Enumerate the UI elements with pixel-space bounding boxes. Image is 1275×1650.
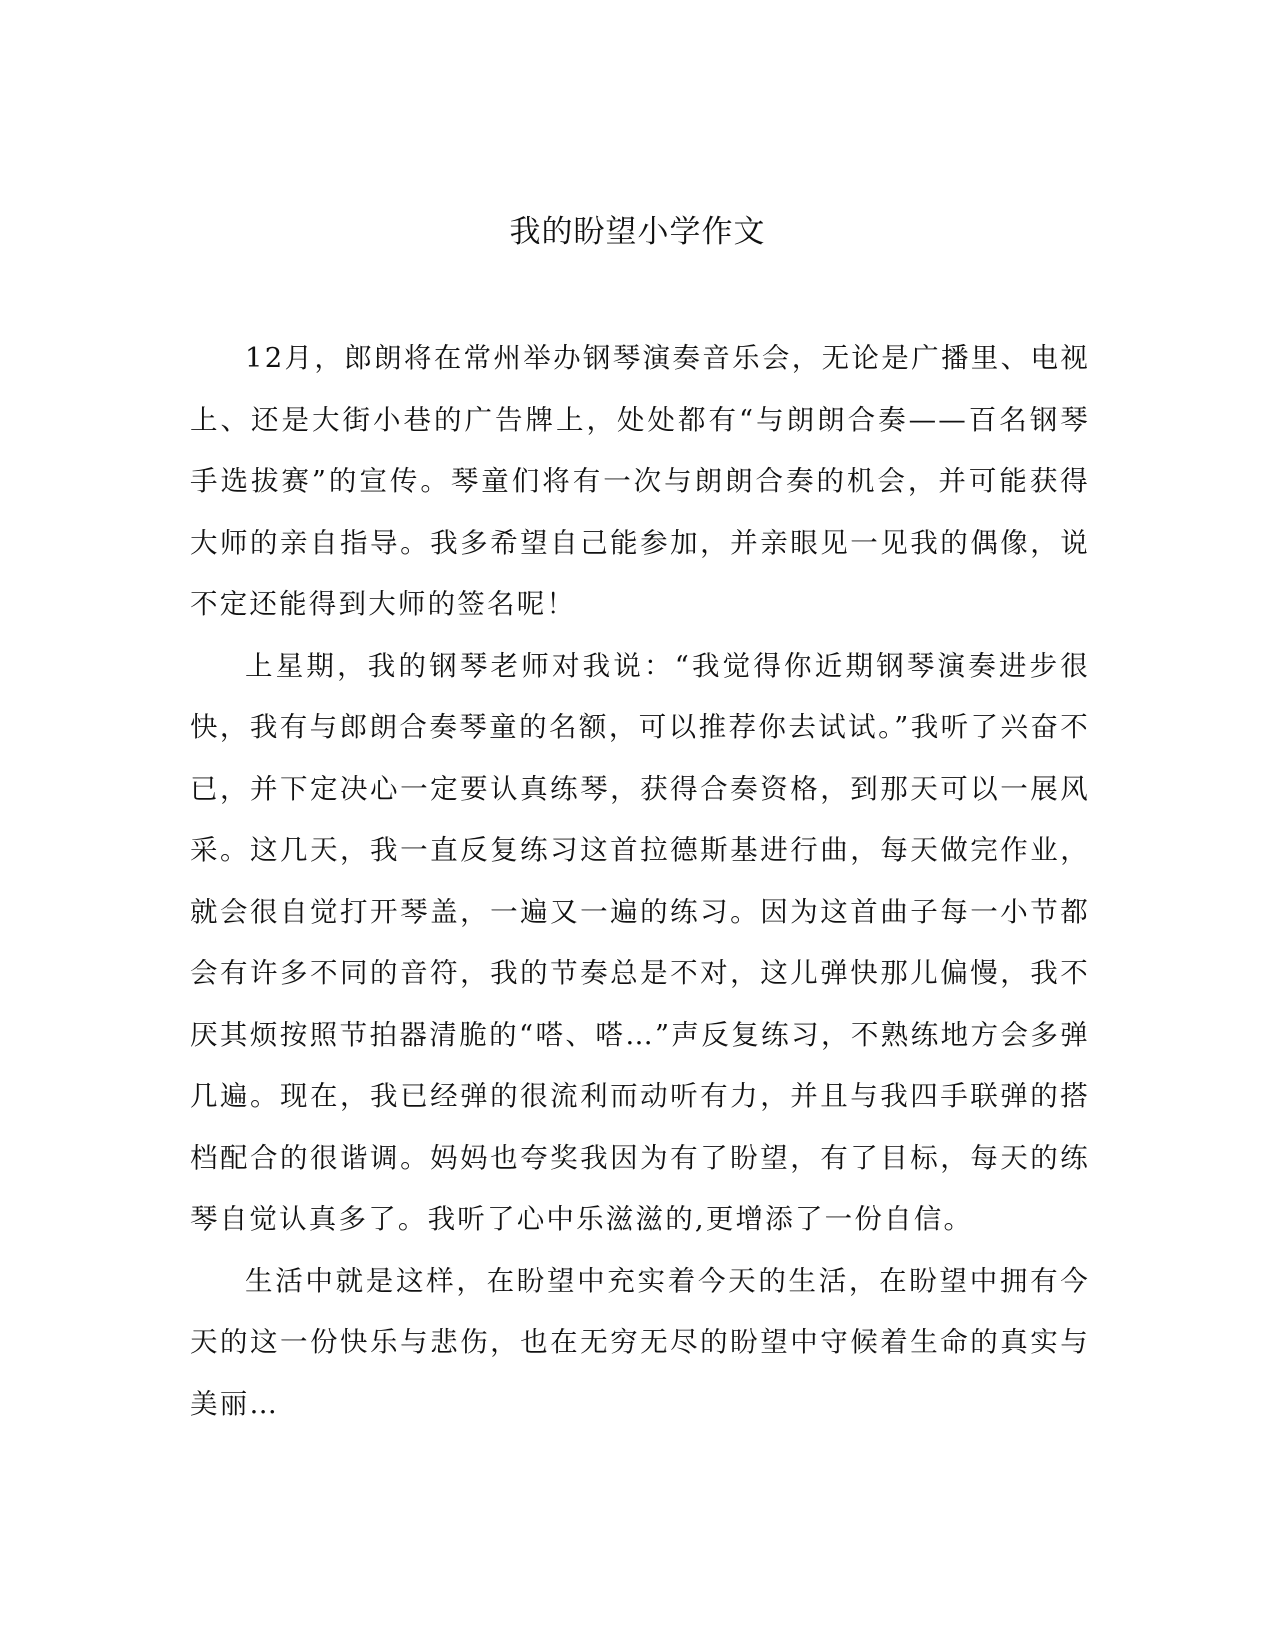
paragraph-3: 生活中就是这样，在盼望中充实着今天的生活，在盼望中拥有今天的这一份快乐与悲伤，也在无穷无尽的盼望中守候着生命的真实与美丽… [190, 1264, 1090, 1420]
page-title: 我的盼望小学作文 [509, 214, 766, 250]
paragraph-2: 上星期，我的钢琴老师对我说：“我觉得你近期钢琴演奏进步很快，我有与郎朗合奏琴童的名额，可以推荐你去试试。”我听了兴奋不已，并下定决心一定要认真练琴，获得合奏资格，到那天可以一展风采。这几天，我一直反复练习这首拉德斯基进行曲，每天做完作业，就会很自觉打开琴盖，一遍又一遍的练习。因为这首曲子每一小节都会有许多不同的音符，我的节奏总是不对，这儿弹快那儿偏慢，我不厌其烦按照节拍器清脆的“嗒、嗒…”声反复练习，不熟练地方会多弹几遍。现在，我已经弹的很流利而动听有力，并且与我四手联弹的搭档配合的很谐调。妈妈也夸奖我因为有了盼望，有了目标，每天的练琴自觉认真多了。我听了心中乐滋滋的,更增添了一份自信。 [190, 649, 1090, 1235]
essay-body [190, 328, 1090, 1435]
paragraph-1: 12月，郎朗将在常州举办钢琴演奏音乐会，无论是广播里、电视上、还是大街小巷的广告牌上，处处都有“与朗朗合奏——百名钢琴手选拔赛”的宣传。琴童们将有一次与朗朗合奏的机会，并可能获得大师的亲自指导。我多希望自己能参加，并亲眼见一见我的偶像，说不定还能得到大师的签名呢！ [190, 342, 1090, 620]
